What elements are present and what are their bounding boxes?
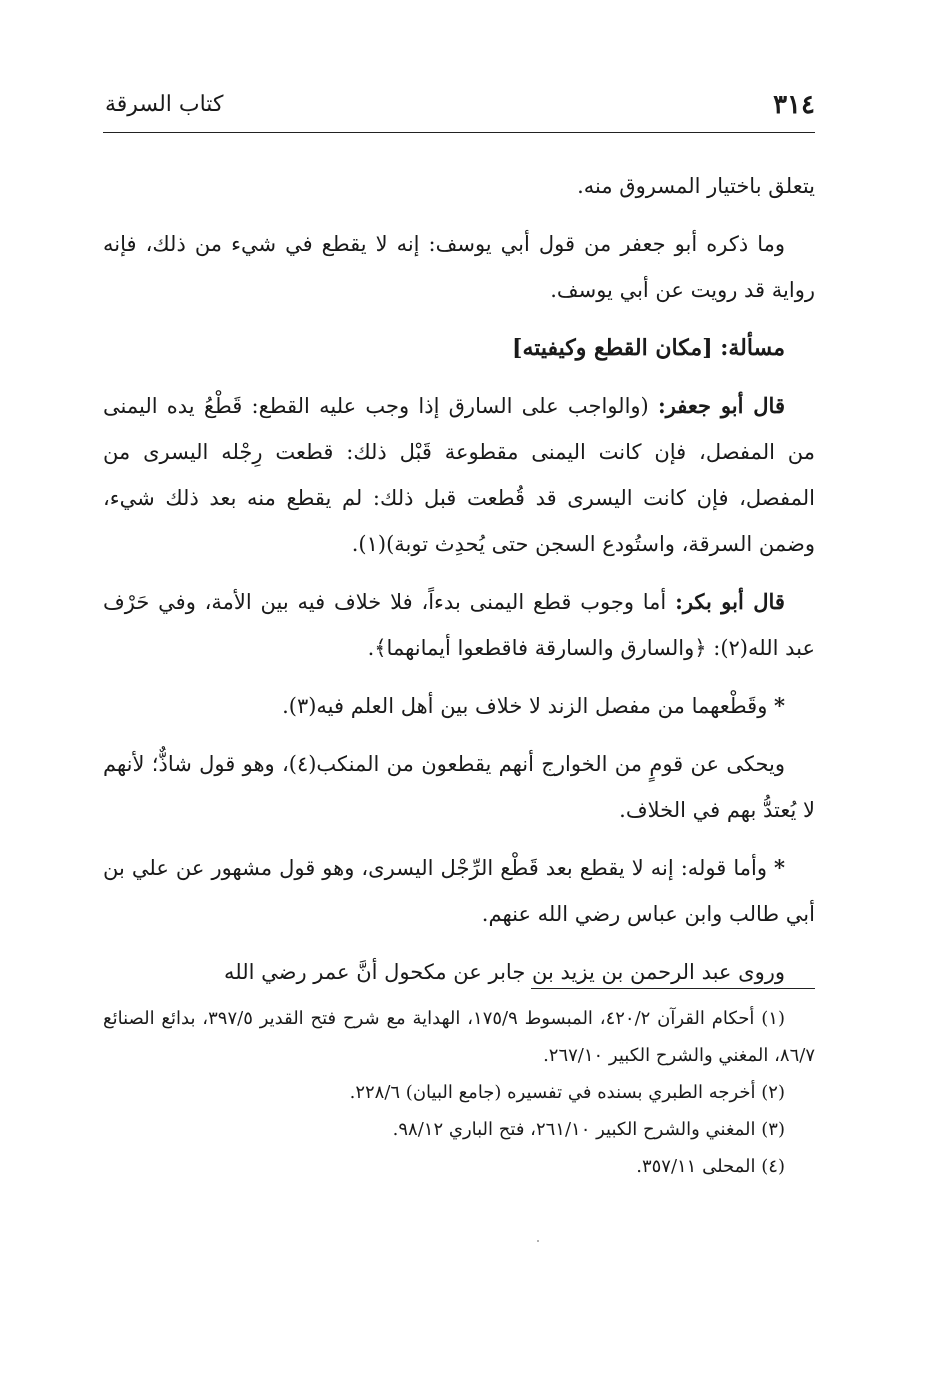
page-header (103, 88, 815, 133)
asterisk-icon: * (774, 693, 785, 718)
speaker-label: قال أبو جعفر: (657, 393, 785, 418)
footnote-1: (١) أحكام القرآن ٤٢٠/٢، المبسوط ١٧٥/٩، الهداية مع شرح فتح القدير ٣٩٧/٥، بدائع الصنائع ٨٦/٧، المغني والشرح الكبير ٢٦٧/١٠. (103, 1008, 815, 1066)
speaker-label: قال أبو بكر: (675, 589, 785, 614)
paragraph-1: يتعلق باختيار المسروق منه. (577, 174, 815, 198)
page-number: ٣١٤ (773, 90, 815, 120)
paragraph-7 (103, 845, 815, 937)
footnote-4: (٤) المحلى ٣٥٧/١١. (636, 1156, 785, 1177)
paragraph-7-text: وأما قوله: إنه لا يقطع بعد قَطْع الرِّجْل اليسرى، وهو قول مشهور عن علي بن أبي طالب وابن عباس رضي الله عنهم. (103, 856, 815, 926)
footnote-2: (٢) أخرجه الطبري بسنده في تفسيره (جامع البيان) ٢٢٨/٦. (349, 1082, 785, 1103)
paragraph-5 (103, 683, 815, 729)
paragraph-4-text: أما وجوب قطع اليمنى بدءاً، فلا خلاف فيه بين الأمة، وفي حَرْف عبد الله(٢): ﴿والسارق والسارقة فاقطعوا أيمانهما﴾. (103, 590, 815, 660)
footnote-divider (531, 988, 815, 989)
asterisk-icon: * (774, 855, 785, 880)
paragraph-8: وروى عبد الرحمن بن يزيد بن جابر عن مكحول أنَّ عمر رضي الله (223, 960, 785, 984)
paragraph-4 (103, 579, 815, 671)
body-text (103, 163, 815, 995)
paragraph-6: ويحكى عن قومٍ من الخوارج أنهم يقطعون من المنكب(٤)، وهو قول شاذٌّ؛ لأنهم لا يُعتدُّ بهم في الخلاف. (103, 752, 815, 822)
paragraph-2: وما ذكره أبو جعفر من قول أبي يوسف: إنه لا يقطع في شيء من ذلك، فإنه رواية قد رويت عن أبي يوسف. (103, 232, 815, 302)
section-heading: مسألة: [مكان القطع وكيفيته] (512, 335, 785, 361)
paragraph-5-text: وقَطْعهما من مفصل الزند لا خلاف بين أهل العلم فيه(٣). (282, 694, 775, 718)
scan-speck (537, 1240, 539, 1242)
footnote-3: (٣) المغني والشرح الكبير ٢٦١/١٠، فتح الباري ٩٨/١٢. (392, 1119, 785, 1140)
running-title: كتاب السرقة (105, 92, 224, 117)
footnotes (103, 1000, 815, 1185)
paragraph-3-text: (والواجب على السارق إذا وجب عليه القطع: قَطْعُ يده اليمنى من المفصل، فإن كانت اليمنى مقطوعة قَبْل ذلك: قطعت رِجْله اليسرى من المفصل، فإن كانت اليسرى قد قُطعت قبل ذلك: لم يقطع منه بعد ذلك شيء، وضمن السرقة، واستُودع السجن حتى يُحدِث توبة)(١). (103, 394, 815, 556)
paragraph-3 (103, 383, 815, 567)
